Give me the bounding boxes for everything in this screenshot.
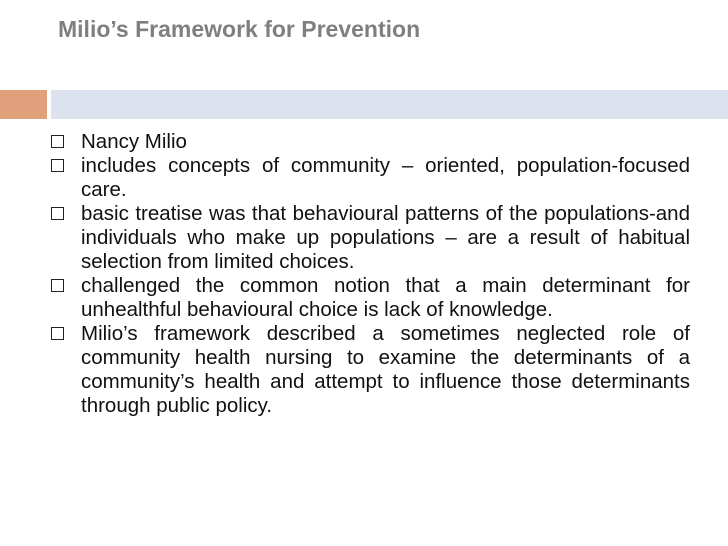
bullet-item: [50, 202, 690, 274]
hollow-square-bullet-icon: [51, 327, 64, 340]
slide-title: Milio’s Framework for Prevention: [58, 16, 421, 42]
bullet-text: Milio’s framework described a sometimes neglected role of community health nursing to examine the determinants of a community’s health and attempt to influence those determinants through public policy.: [81, 322, 690, 417]
bullet-item: [50, 130, 690, 154]
hollow-square-bullet-icon: [51, 279, 64, 292]
hollow-square-bullet-icon: [51, 207, 64, 220]
hollow-square-bullet-icon: [51, 159, 64, 172]
bullet-item: [50, 274, 690, 322]
bullet-text: includes concepts of community – oriented, population-focused care.: [81, 154, 690, 201]
bullet-list: [50, 130, 690, 418]
bullet-text: challenged the common notion that a main determinant for unhealthful behavioural choice is lack of knowledge.: [81, 274, 690, 321]
title-accent-bar: [0, 90, 47, 119]
bullet-text: Nancy Milio: [81, 130, 187, 153]
bullet-item: [50, 154, 690, 202]
title-divider-band: [51, 90, 728, 119]
bullet-item: [50, 322, 690, 418]
bullet-text: basic treatise was that behavioural patterns of the populations-and individuals who make up populations – are a result of habitual selection from limited choices.: [81, 202, 690, 273]
hollow-square-bullet-icon: [51, 135, 64, 148]
